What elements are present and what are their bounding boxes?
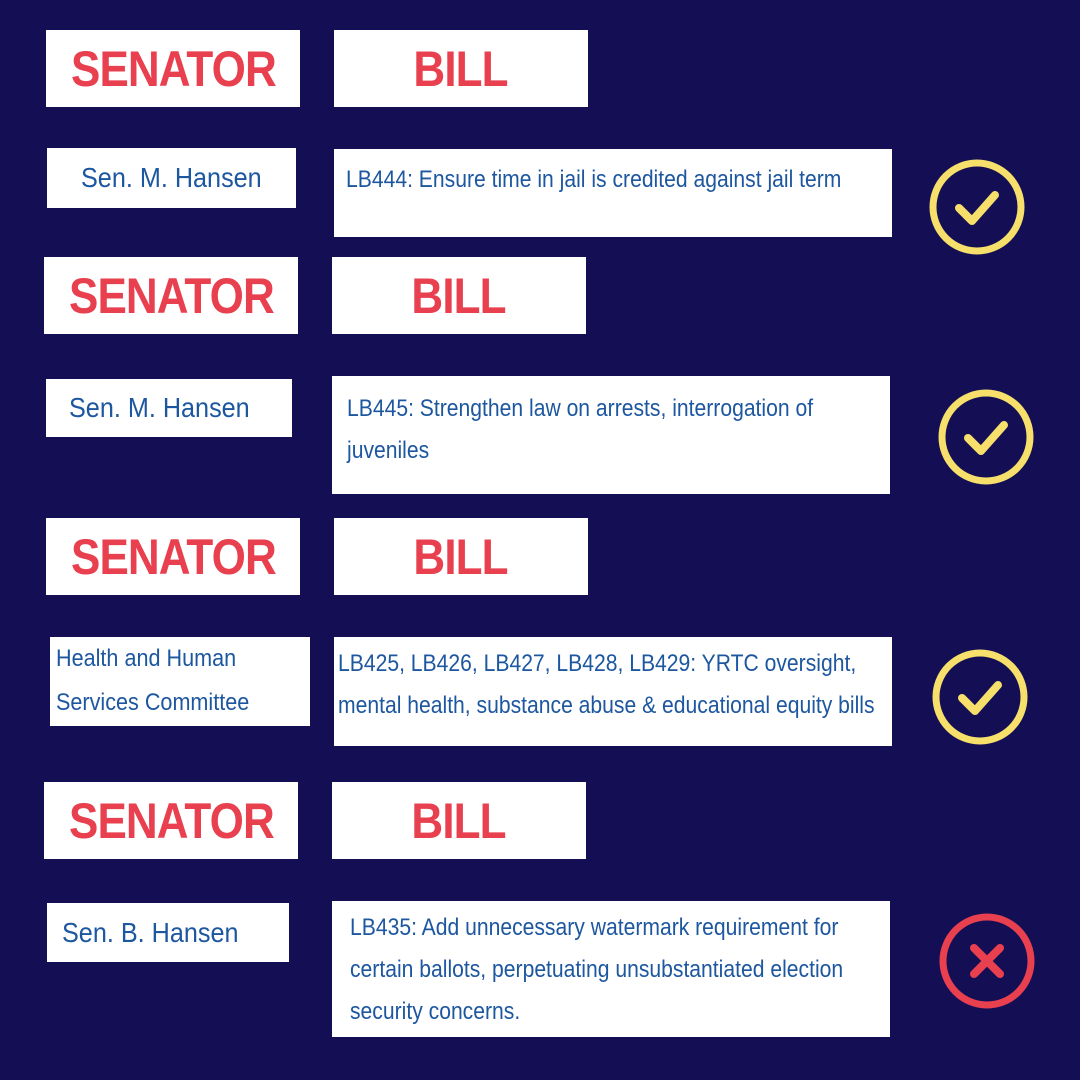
senator-header: SENATOR [46,30,300,107]
senator-header: SENATOR [44,782,298,859]
check-circle-icon [938,389,1034,485]
bill-header: BILL [332,257,586,334]
bill-description: LB444: Ensure time in jail is credited against jail term [334,149,892,237]
check-circle-icon [929,159,1025,255]
bill-description: LB435: Add unnecessary watermark requirement for certain ballots, perpetuating unsubstantiated election security concerns. [332,901,890,1037]
bill-header: BILL [334,518,588,595]
x-circle-icon [939,913,1035,1009]
senator-name: Sen. M. Hansen [46,379,292,437]
bill-description: LB425, LB426, LB427, LB428, LB429: YRTC oversight, mental health, substance abuse & educational equity bills [334,637,892,746]
senator-name: Sen. B. Hansen [47,903,289,962]
bill-description: LB445: Strengthen law on arrests, interrogation of juveniles [332,376,890,494]
bill-header: BILL [334,30,588,107]
senator-name: Sen. M. Hansen [47,148,296,208]
bill-header: BILL [332,782,586,859]
senator-header: SENATOR [44,257,298,334]
check-circle-icon [932,649,1028,745]
senator-header: SENATOR [46,518,300,595]
senator-name: Health and Human Services Committee [50,637,310,726]
